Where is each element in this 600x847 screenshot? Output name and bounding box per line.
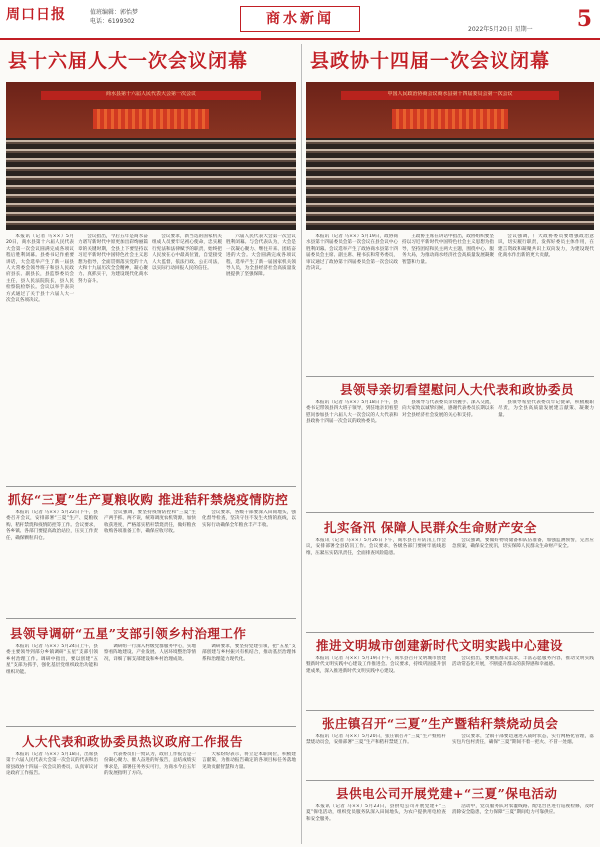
editor-line: 值班编辑：郭怡梦 xyxy=(90,9,139,16)
rule xyxy=(6,618,296,619)
article-col: 本报讯（记者 马××）5月24日上午，县委主要领导到部分乡镇调研“五星”支部引领乡村治理工作。调研中指出，要以创建“五星”支部为抓手，强化基层党组织政治功能和组织功能。 xyxy=(6,644,98,675)
article-col: 代表委员们一致认为，政府工作报告是一份凝心聚力、催人奋进的好报告，总结成绩实事求是，部署任务务实可行，为商水今后五年的发展指明了方向。 xyxy=(104,752,196,777)
article-col: 本报讯（记者 马××）5月22日下午，县委召开会议，安排部署“三夏”生产、夏粮收购、秸秆禁烧和疫情防控等工作。会议要求，各乡镇、各部门要提高政治站位，压实工作责任，确保颗粒归仓。 xyxy=(6,510,98,541)
rule xyxy=(306,376,594,377)
left-lead-col-3: 会议要求，新当选的国家机关组成人员要牢记初心使命，忠实履行宪法和法律赋予的职责，始终把人民放在心中最高位置，自觉接受人大监督，依法行政、公正司法，以实际行动回报人民的信任。 xyxy=(152,234,222,272)
flags xyxy=(93,109,209,130)
left-lead-col-4: 六届人民代表大会第一次会议胜利闭幕。与会代表认为，大会是一次凝心聚力、继往开来、团结奋进的大会。大会圆满完成各项议程，选举产生了新一届国家机关领导人员，为全县经济社会高质量发展提供了坚强保障。 xyxy=(226,234,296,278)
page-number: 5 xyxy=(576,6,592,32)
center-divider xyxy=(301,44,302,844)
conference-banner: 中国人民政治协商会议商水县第十四届委员会第一次会议 xyxy=(341,91,560,100)
rule xyxy=(306,780,594,781)
left-lead-photo xyxy=(6,82,296,230)
article-headline: 人大代表和政协委员热议政府工作报告 xyxy=(22,734,244,749)
audience xyxy=(306,138,594,230)
flags xyxy=(392,109,507,130)
right-lead-photo xyxy=(306,82,594,230)
left-lead-col-1: 本报讯（记者 马××）5月20日，商水县第十六届人民代表大会第一次会议圆满完成各项议程后胜利闭幕。县委书记作重要讲话，大会选举产生了新一届县人大常委会领导班子和县人民政府县长、副县长，县监察委员会主任，县人民法院院长，县人民检察院检察长。会议以举手表决方式通过了关于县十六届人大一次会议各项决议。 xyxy=(6,234,74,304)
audience xyxy=(6,138,296,230)
right-lead-headline: 县政协十四届一次会议闭幕 xyxy=(310,50,551,72)
right-lead-col-2: 王政协主席在讲话中指出，政协组织要坚持以习近平新时代中国特色社会主义思想为指导，坚持团结和民主两大主题，围绕中心、服务大局，为推动商水经济社会高质量发展凝聚智慧和力量。 xyxy=(402,234,494,265)
rule xyxy=(6,486,296,487)
article-col: 本报讯（记者 马××）5月18日下午，县委书记带领县四大班子领导，到驻地亲切看望慰问参加县十六届人大一次会议的人大代表和县政协十四届一次会议的政协委员。 xyxy=(306,400,398,425)
article-col: 会议强调，要坚持疫情防控和“三夏”生产两手抓、两不误，统筹调度农机资源，加快收获进度，严格落实秸秆禁烧责任，做好粮食收购各项准备工作，确保应收尽收。 xyxy=(104,510,196,535)
newspaper-logo: 周口日报 xyxy=(6,7,66,23)
article-headline: 县领导亲切看望慰问人大代表和政协委员 xyxy=(340,382,575,397)
article-col: 本报讯（记者 马××）5月26日下午，商水县召开防汛工作会议，安排部署全县防汛工作。会议要求，各级各部门要树牢底线思维，压紧压实防汛责任，全面排查风险隐患。 xyxy=(306,538,446,556)
rule xyxy=(306,632,594,633)
masthead xyxy=(0,0,600,40)
editor-info xyxy=(90,8,138,26)
article-col: 会议指出，要聚焦群众需求，丰富志愿服务内容，推动文明实践活动常态化开展，不断提升群众的获得感和幸福感。 xyxy=(452,656,594,668)
section-title: 商水新闻 xyxy=(240,6,360,32)
article-col: 本报讯（记者 马××）5月19日下午，商水县召开文明城市创建暨新时代文明实践中心建设工作推进会。会议要求，持续巩固提升创建成果，深入推进新时代文明实践中心建设。 xyxy=(306,656,446,674)
article-headline: 县供电公司开展党建+“三夏”保电活动 xyxy=(336,786,558,801)
article-col: 本报讯（记者 马××）5月20日，张庄镇召开“三夏”生产暨秸秆禁烧动员会，安排部署“三夏”生产和秸秆禁烧工作。 xyxy=(306,734,446,746)
article-headline: 扎实备汛 保障人民群众生命财产安全 xyxy=(324,520,537,535)
phone-line: 电话：6199302 xyxy=(90,18,135,25)
article-headline: 抓好“三夏”生产夏粮收购 推进秸秆禁烧疫情防控 xyxy=(8,492,289,507)
article-col: 大家纷纷表示，将立足本职岗位，积极建言献策，为推动报告确定的各项目标任务落地见效贡献智慧和力量。 xyxy=(202,752,296,770)
rule xyxy=(306,512,594,513)
right-lead-col-1: 本报讯（记者 马××）5月19日，政协商水县第十四届委员会第一次会议在县会议中心胜利闭幕。会议选举产生了政协商水县第十四届委员会主席、副主席、秘书长和常务委员，审议通过了政协第十四届委员会第一次会议政治决议。 xyxy=(306,234,398,272)
article-col: 调研组一行深入村级党群服务中心，实地察看阵地建设、产业发展、人居环境整治等情况，详细了解支部建设和乡村治理成效。 xyxy=(104,644,196,662)
article-col: 活动中，党员服务队对农灌线路、配电台区进行巡视检修，及时消除安全隐患，全力保障“三夏”期间电力可靠供应。 xyxy=(452,804,594,816)
article-col: 县领导希望代表委员牢记使命，积极履职尽责，为全县高质量发展建言献策、凝聚力量。 xyxy=(498,400,594,418)
rule xyxy=(6,726,296,727)
article-col: 本报讯（记者 马××）5月18日，出席县第十六届人民代表大会第一次会议的代表和出席县政协十四届一次会议的委员，认真审议讨论政府工作报告。 xyxy=(6,752,98,777)
article-col: 会议强调，要做好物资储备和队伍准备，加强监测预警，完善应急预案，确保安全度汛，切实保障人民群众生命财产安全。 xyxy=(452,538,594,550)
right-lead-col-3: 会议强调，广大政协委员要增强政治意识，切实履行职责，发挥好委员主体作用，在建言资政和凝聚共识上双向发力，为建设现代化商水作出新的更大贡献。 xyxy=(498,234,594,259)
article-headline: 推进文明城市创建新时代文明实践中心建设 xyxy=(316,638,564,653)
left-lead-col-2: 会议指出，今后五年是商水奋力谱写新时代中原更加出彩绚丽篇章的关键时期，全县上下要坚持以习近平新时代中国特色社会主义思想为指导，全面贯彻落实党的十九大和十九届历次全会精神，凝心聚力、真抓实干，为建设现代化商水努力奋斗。 xyxy=(78,234,148,284)
article-headline: 县领导调研“五星”支部引领乡村治理工作 xyxy=(10,626,247,641)
article-col: 会议要求，全镇干部要迅速进入战时状态，实行网格化管理，落实包片包村责任，确保“三夏”期间不着一把火、不冒一处烟。 xyxy=(452,734,594,746)
article-col: 会议要求，各级干部要深入田间地头，强化督导检查，坚决守住不发生火情的底线，以实际行动确保全年粮食丰产丰收。 xyxy=(202,510,296,528)
article-col: 县领导与代表委员亲切握手、深入交流，向大家致以诚挚问候，感谢代表委员长期以来对全县经济社会发展的关心和支持。 xyxy=(402,400,494,418)
conference-banner: 商水县第十六届人民代表大会第一次会议 xyxy=(41,91,261,100)
article-col: 本报讯（记者 马××）5月23日，县供电公司开展党建+“三夏”保电活动，组织党员服务队深入田间地头，为农户提供用电检查和安全服务。 xyxy=(306,804,446,822)
rule xyxy=(306,710,594,711)
article-headline: 张庄镇召开“三夏”生产暨秸秆禁烧动员会 xyxy=(322,716,559,731)
left-lead-headline: 县十六届人大一次会议闭幕 xyxy=(8,50,249,72)
article-col: 调研要求，要坚持党建引领，把“五星”支部创建与乡村振兴有机结合，推动基层治理体系和治理能力现代化。 xyxy=(202,644,296,662)
issue-date: 2022年5月20日 星期一 xyxy=(468,26,533,33)
